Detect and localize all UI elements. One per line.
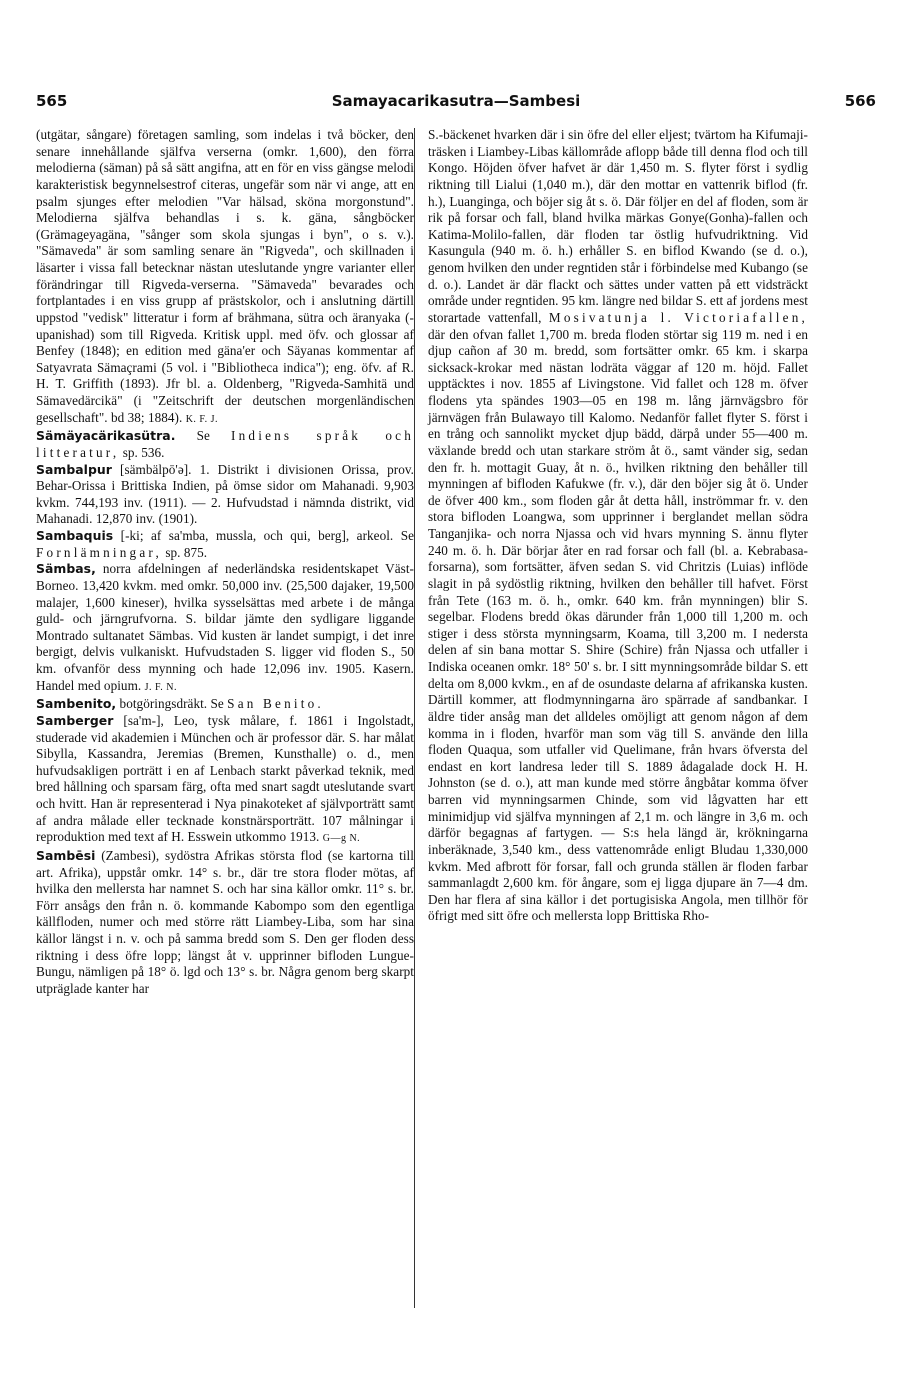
entry-text: sp. 875. — [165, 544, 208, 560]
entry-headword: Sämbas, — [36, 561, 96, 577]
continued-text: (utgätar, sångare) företagen samling, som indelas i två böcker, den senare innehållande själfva verserna (omkr. 1,600), den förra melodierna (säman) på så sätt angifna, att en för en viss gängse melodi karakteristisk begynnelsestrof citeras, ungefär som när vi ange, att en psalm sjunges efter melodien "Var hälsad, sköna morgonstund". Melodierna själfva behandlas i s. k. gäna, sångböcker (Grämageyagäna, "sånger som skola sjungas i byn", o s. v.). "Sämaveda" är som samling senare än "Rigveda", och skillnaden i läsarter i vissa fall betecknar nästan uteslutande yngre varianter eller förändringar till Rigveda-verserna. "Sämaveda" bevarades och fortplantades i en viss grupp af prästskolor, och i anslutning därtill uppstod "vedisk" litteratur i form af brähmana, sütra och äranyaka (-upanishad) som till Rigveda. Kritisk uppl. med öfv. och glossar af Benfey (1848); en edition med gäna'er och Säyanas kommentar af Satyavrata Sämaçrami (5 vol. i "Bibliotheca indica"); eng. öfv. af R. H. T. Griffith (1893). Jfr bl. a. Oldenberg, "Rigveda-Samhitä und Sämavedärcikä" (i "Zeitschrift der deutschen morgenländischen gesellschaft". bd 38; 1884). — [36, 127, 414, 425]
entry-text: norra afdelningen af nederländska residentskapet Väst-Borneo. 13,420 kvkm. med omkr. 50,000 inv. (25,500 dajaker, 19,500 malajer, 1,600 kineser), hvilka sysselsättas med arbete i de många guld- och järngrufvorna. S. bildar jämte den sydligare liggande Montrado sultanatet Sämbas. Vid kusten är landet sumpigt, i det inre bergigt, delvis vulkaniskt. Hufvudstaden S. ligger vid floden S., 50 km. ofvanför dess mynning och hade 12,096 inv. 1905. Kasern. Handel med opium. — [36, 561, 414, 693]
entry-text: (Zambesi), sydöstra Afrikas största flod (se kartorna till art. Afrika), uppstår omkr. 14° s. br., där tre stora floder mötas, af hvilka den mellersta har namnet S. och har sina källor omkr. 11° s. br. Förr ansågs den från n. ö. kommande Kabompo som den egentliga källfloden, numer och med större rätt Liambey-Liba, som har sina källor längst i n. v. och på samma bredd som S. Den ger floden dess riktning i dess öfre lopp; längst åt v. upprinner bifloden Lungue-Bungu, nämligen på 18° ö. lgd och 13° s. br. Några genom berg skarpt utpräglade kanter har — [36, 847, 414, 996]
entry-headword: Samberger — [36, 712, 114, 728]
entry-samberger — [36, 713, 414, 848]
entry-text: Se — [196, 428, 210, 444]
entry-sambesi — [36, 848, 414, 998]
cross-reference: Fornlämningar, — [36, 544, 162, 560]
running-header — [36, 92, 876, 116]
cross-reference: Mosivatunja l. Victoriafallen, — [548, 309, 808, 325]
entry-text: sp. 536. — [122, 444, 165, 460]
entry-text: där den ofvan fallet 1,700 m. breda floden störtar sig 119 m. ned i en djup cañon af 30 m. bredd, som fortsätter omkr. 65 km. i skarpa sicksack-krokar med nästan lodräta väggar af 120 m. höjd. Fallet upptäcktes i nov. 1855 af Livingstone. Vid fallet och 128 m. öfver flodens yta spändes 1903—05 en 198 m. lång järnvägsbro för järnvägen från Bulawayo till Kalomo. Nedanför fallet flyter S. först i en trång och sannolikt mycket djup bädd, därpå under 55—400 m. växlande bredd och utan starkare ström åt ö., samt vänder sig, sedan den fr. h. mottagit Guay, åt n. ö., hvilken riktning den behåller till mynningen af bifloden Kafukwe (fr. v.), där den böjer sig åt ö. Under de öfver 400 km., som floden går åt detta håll, inströmmar fr. v. den stora bifloden Loangwa, som upprinner i berglandet mellan södra Tanganjika- och norra Njassa och vid hvars mynning S. ännu flyter 240 m. ö. h. Där börjar åter en rad forsar och fall (bl. a. Kebrabasa-forsarna), som fortsätter, äfven sedan S. vid Chritzis (Luias) inflöde slagit in på sydöstlig riktning, hvilken den behåller till hafvet. Först från Tete (163 m. ö. h., omkr. 640 km. från mynningen) blir S. segelbar. Flodens bredd ökas därunder från 1,000 till 1,200 m. och stiger i dess största mynningsarm, Koama, till 3,200 m. I nedersta delen af sin bana mottar S. Shire (Schire) från Njassa och utfaller i Indiska oceanen omkr. 18° 50' s. br. I sitt mynningsområde bildar S. ett delta om 8,000 kvkm., en af de osundaste delarna af afrikanska kusten. Därtill kommer, att flodmynningarna äro spärrade af sandbankar. I äldre tider ansåg man det alldeles omöjligt att genom någon af dem komma in i floden, hvarför man som väg till S. använde den lilla floden Quaqua, som utfaller vid Quelimane, från hvars öfversta del endast en kort landresa leder till S. 1889 ådagalade dock H. H. Johnston (se d. o.), att man kunde med större ångbåtar komma öfver barren vid mynningsarmen Chinde, som vid lågvatten har ett minimidjup vid själfva mynningen af 2,1 m. och längre in 3,6 m. och därför begagnas af fartygen. — S:s hela längd är, krökningarna inberäknade, 3,540 km., dess vattenområde enligt Bludau 1,330,000 kvkm. Med afbrott för forsar, fall och grunda ställen är floden farbar sammanlagdt 2,600 km. för ångare, som ej ligga djupare än 7—4 dm. Den har flera af sina källor i det portugisiska Angola, men tillhör för öfrigt med sitt öfre och mellersta lopp Brittiska Rho- — [428, 326, 808, 924]
page-number-right: 566 — [844, 92, 876, 110]
entry-sambas — [36, 561, 414, 696]
entry-text: [sämbälpō'ə]. 1. Distrikt i divisionen Orissa, prov. Behar-Orissa i Brittiska Indien, på ömse sidor om Mahanadi. 9,903 kvkm. 744,193 inv. (1911). — 2. Hufvudstad i nämnda distrikt, vid Mahanadi. 12,870 inv. (1901). — [36, 461, 414, 527]
cross-reference: San Benito. — [227, 696, 324, 712]
column-divider — [414, 128, 415, 1308]
left-column — [36, 127, 414, 998]
running-title: Samayacarikasutra—Sambesi — [331, 92, 581, 110]
signature: G—g N. — [322, 833, 361, 845]
entry-headword: Sämäyacärikasütra. — [36, 428, 176, 444]
entry-headword: Sambaquis — [36, 528, 114, 543]
entry-text: botgöringsdräkt. Se — [119, 696, 224, 712]
entry-text: S.-bäckenet hvarken där i sin öfre del eller eljest; tvärtom ha Kifumaji-träsken i Liambey-Libas källområde aflopp både till denna flod och till Kongo. Höjden öfver hafvet är där 1,450 m. S. flyter först i sydlig riktning till Lialui (1,040 m.), där den mottar en vattenrik biflod (fr. h.), Luanginga, och böjer sig åt s. ö. Där följer en del af floden, som är rik på forsar och fall, bland hvilka märkas Gonye(Gonha)-fallen och Katima-Molilo-fallen, där floden tar östlig hufvudriktning. Vid Kasungula (940 m. ö. h.) erhåller S. en biflod Kwando (se d. o.), genom hvilken den under regntiden står i förbindelse med Kubango (se d. o.). Landet är där flackt och sättes under vatten på ett vidsträckt område under regntiden. 95 km. längre ned bildar S. ett af jordens mest storartade vattenfall, — [428, 127, 808, 325]
cross-reference: Indiens språk och litteratur, — [36, 428, 414, 460]
entry-headword: Sambenito, — [36, 696, 117, 712]
signature: J. F. N. — [144, 681, 177, 693]
entry-text: [-ki; af sa'mba, mussla, och qui, berg], arkeol. Se — [120, 528, 414, 543]
entry-sambalpur — [36, 462, 414, 529]
entry-sambesi-continued — [428, 127, 808, 925]
right-column — [428, 127, 808, 925]
signature: K. F. J. — [185, 413, 219, 425]
entry-headword: Sambēsi — [36, 847, 96, 863]
entry-samayacarikasutra — [36, 428, 414, 461]
continued-paragraph — [36, 127, 414, 428]
entry-sambenito — [36, 696, 414, 713]
entry-text: [sa'm-], Leo, tysk målare, f. 1861 i Ingolstadt, studerade vid akademien i München och är professor där. S. har målat Sibylla, Kassandra, Jeremias (Bremen, Kunsthalle) o. d., men hufvudsakligen porträtt i en af Lenbach starkt påverkad teknik, med bred hållning och sparsam färg, ofta med snart sagdt uteslutande svart och hvitt. Han är representerad i Nya pinakoteket af självporträtt samt af andra målade eller tecknade konstnärsporträtt. 107 målningar i reproduktion med text af H. Esswein utkommo 1913. — [36, 712, 414, 845]
page-number-left: 565 — [36, 92, 68, 110]
entry-headword: Sambalpur — [36, 461, 112, 477]
entry-sambaquis — [36, 528, 414, 561]
